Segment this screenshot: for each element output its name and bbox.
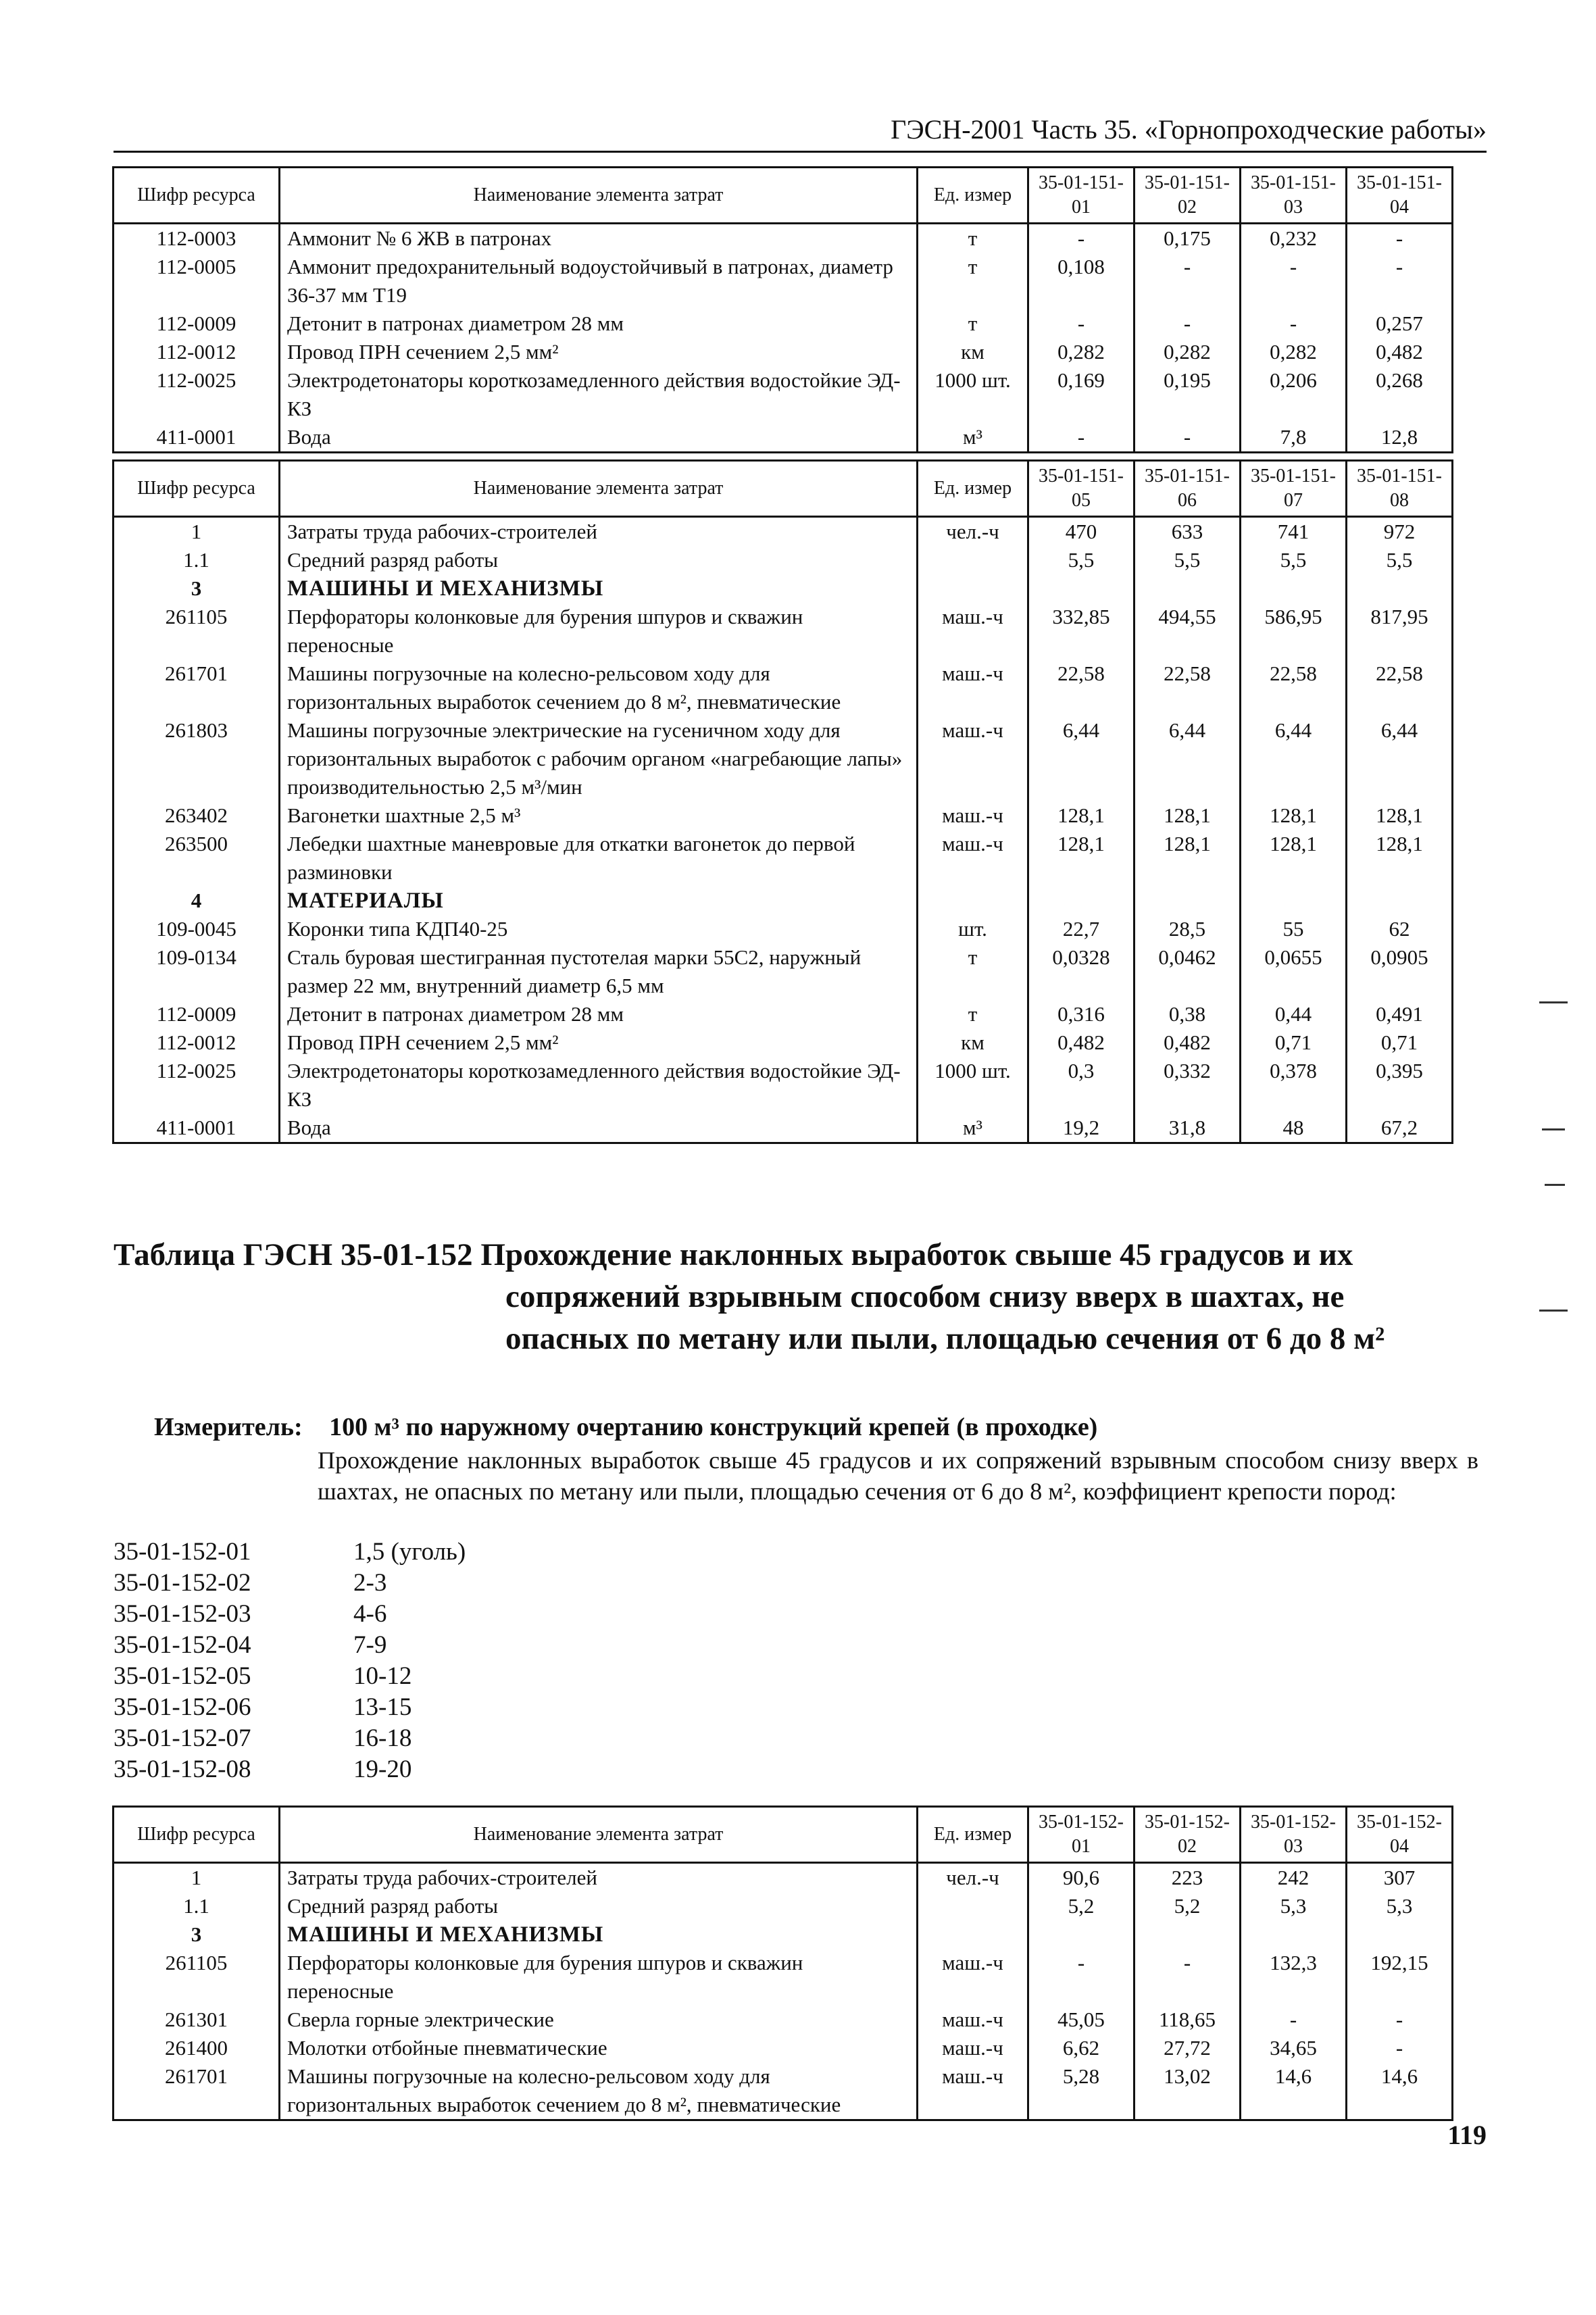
value-cell: 22,58 — [1347, 659, 1453, 716]
resource-code-cell: 263402 — [114, 801, 280, 830]
resource-code-cell: 1.1 — [114, 546, 280, 574]
cost-element-name-cell: Перфораторы колонковые для бурения шпуров и скважин переносные — [280, 1949, 918, 2006]
table-row — [114, 366, 1453, 423]
table-row — [114, 603, 1453, 659]
value-cell: 0,491 — [1347, 1000, 1453, 1028]
value-cell: 0,71 — [1347, 1028, 1453, 1057]
margin-mark — [1545, 1184, 1565, 1186]
cost-element-name-cell: Электродетонаторы короткозамедленного действия водостойкие ЭД-КЗ — [280, 366, 918, 423]
column-header: Ед. измер — [918, 1807, 1028, 1863]
value-cell — [1241, 574, 1347, 603]
cost-element-name-cell: Средний разряд работы — [280, 546, 918, 574]
table-row — [114, 309, 1453, 338]
value-cell: - — [1028, 1949, 1134, 2006]
value-cell: 0,316 — [1028, 1000, 1134, 1028]
table-row — [114, 1000, 1453, 1028]
column-header: 35-01-151-05 — [1028, 461, 1134, 517]
value-cell: 332,85 — [1028, 603, 1134, 659]
table-row — [114, 1057, 1453, 1114]
value-cell: 817,95 — [1347, 603, 1453, 659]
value-cell: - — [1028, 423, 1134, 453]
resource-code-cell: 261105 — [114, 1949, 280, 2006]
value-cell: 55 — [1241, 915, 1347, 943]
unit-cell — [918, 1920, 1028, 1949]
table-row — [114, 1892, 1453, 1920]
resource-code-cell: 109-0134 — [114, 943, 280, 1000]
variant-code: 35-01-152-03 — [114, 1600, 251, 1628]
value-cell: 6,44 — [1241, 716, 1347, 801]
value-cell: - — [1347, 224, 1453, 253]
value-cell — [1347, 574, 1453, 603]
unit-cell — [918, 887, 1028, 915]
value-cell: 128,1 — [1028, 830, 1134, 887]
table-row — [114, 915, 1453, 943]
cost-element-name-cell: Средний разряд работы — [280, 1892, 918, 1920]
cost-element-name-cell: Детонит в патронах диаметром 28 мм — [280, 1000, 918, 1028]
value-cell: 0,482 — [1028, 1028, 1134, 1057]
unit-cell: шт. — [918, 915, 1028, 943]
value-cell — [1028, 887, 1134, 915]
margin-mark — [1539, 1310, 1568, 1312]
variant-item — [114, 1537, 466, 1568]
table-header-row — [114, 168, 1453, 224]
table-title-line-3: опасных по метану или пыли, площадью сечения от 6 до 8 м² — [505, 1321, 1385, 1356]
value-cell: 0,175 — [1134, 224, 1241, 253]
cost-element-name-cell: Детонит в патронах диаметром 28 мм — [280, 309, 918, 338]
cost-element-name-cell: Сверла горные электрические — [280, 2006, 918, 2034]
unit-cell — [918, 1892, 1028, 1920]
margin-mark — [1539, 1001, 1568, 1003]
column-header: 35-01-151-08 — [1347, 461, 1453, 517]
column-header: 35-01-151-02 — [1134, 168, 1241, 224]
value-cell: - — [1347, 2006, 1453, 2034]
cost-element-name-cell: МАШИНЫ И МЕХАНИЗМЫ — [280, 574, 918, 603]
variant-value: 2-3 — [353, 1569, 387, 1597]
variant-code: 35-01-152-01 — [114, 1538, 251, 1566]
variant-code: 35-01-152-05 — [114, 1662, 251, 1690]
resource-code-cell: 112-0025 — [114, 1057, 280, 1114]
resource-code-cell: 3 — [114, 1920, 280, 1949]
resource-code-cell: 263500 — [114, 830, 280, 887]
value-cell: 128,1 — [1134, 830, 1241, 887]
table-row — [114, 546, 1453, 574]
unit-cell — [918, 546, 1028, 574]
column-header: Наименование элемента затрат — [280, 461, 918, 517]
cost-element-name-cell: Аммонит предохранительный водоустойчивый в патронах, диаметр 36-37 мм Т19 — [280, 253, 918, 309]
value-cell: - — [1134, 309, 1241, 338]
resource-code-cell: 112-0012 — [114, 1028, 280, 1057]
value-cell: 62 — [1347, 915, 1453, 943]
measure-value: 100 м³ по наружному очертанию конструкций крепей (в проходке) — [329, 1413, 1098, 1441]
table-row — [114, 2062, 1453, 2120]
unit-cell: 1000 шт. — [918, 366, 1028, 423]
value-cell: 132,3 — [1241, 1949, 1347, 2006]
value-cell: 5,5 — [1241, 546, 1347, 574]
cost-element-name-cell: Машины погрузочные на колесно-рельсовом ходу для горизонтальных выработок сечением до 8 м², пневматические — [280, 659, 918, 716]
value-cell: 0,169 — [1028, 366, 1134, 423]
column-header: 35-01-151-07 — [1241, 461, 1347, 517]
table-title-line-2: сопряжений взрывным способом снизу вверх в шахтах, не — [505, 1279, 1345, 1314]
column-header: 35-01-152-01 — [1028, 1807, 1134, 1863]
cost-element-name-cell: Вода — [280, 1114, 918, 1143]
unit-cell: т — [918, 224, 1028, 253]
value-cell: 0,482 — [1347, 338, 1453, 366]
table-row — [114, 801, 1453, 830]
value-cell: 31,8 — [1134, 1114, 1241, 1143]
value-cell: 6,62 — [1028, 2034, 1134, 2062]
table-row — [114, 1863, 1453, 1893]
unit-cell: км — [918, 1028, 1028, 1057]
table-row — [114, 1949, 1453, 2006]
value-cell: 0,482 — [1134, 1028, 1241, 1057]
unit-cell: чел.-ч — [918, 517, 1028, 547]
value-cell: 0,0328 — [1028, 943, 1134, 1000]
value-cell: - — [1134, 1949, 1241, 2006]
value-cell: 0,268 — [1347, 366, 1453, 423]
column-header: 35-01-151-06 — [1134, 461, 1241, 517]
unit-cell: маш.-ч — [918, 2034, 1028, 2062]
value-cell: - — [1241, 253, 1347, 309]
value-cell: 118,65 — [1134, 2006, 1241, 2034]
table-row — [114, 716, 1453, 801]
variant-code: 35-01-152-04 — [114, 1631, 251, 1659]
value-cell: - — [1134, 253, 1241, 309]
value-cell: 0,38 — [1134, 1000, 1241, 1028]
value-cell: - — [1241, 309, 1347, 338]
resource-code-cell: 261105 — [114, 603, 280, 659]
variant-value: 19-20 — [353, 1756, 412, 1783]
resource-code-cell: 3 — [114, 574, 280, 603]
resource-code-cell: 112-0009 — [114, 309, 280, 338]
resource-code-cell: 1 — [114, 1863, 280, 1893]
value-cell: 242 — [1241, 1863, 1347, 1893]
value-cell: 0,0655 — [1241, 943, 1347, 1000]
unit-cell: маш.-ч — [918, 830, 1028, 887]
value-cell: 0,378 — [1241, 1057, 1347, 1114]
value-cell — [1347, 1920, 1453, 1949]
value-cell: 48 — [1241, 1114, 1347, 1143]
value-cell: 0,282 — [1241, 338, 1347, 366]
value-cell: 0,332 — [1134, 1057, 1241, 1114]
value-cell — [1134, 574, 1241, 603]
cost-element-name-cell: Лебедки шахтные маневровые для откатки вагонеток до первой разминовки — [280, 830, 918, 887]
value-cell: - — [1347, 253, 1453, 309]
variant-item — [114, 1630, 466, 1661]
table-row — [114, 2034, 1453, 2062]
variant-value: 16-18 — [353, 1724, 412, 1752]
value-cell: 0,206 — [1241, 366, 1347, 423]
variant-value: 13-15 — [353, 1693, 412, 1721]
resource-table-2 — [112, 459, 1453, 1144]
value-cell: 5,5 — [1347, 546, 1453, 574]
value-cell: 0,282 — [1028, 338, 1134, 366]
value-cell: 128,1 — [1241, 801, 1347, 830]
table-header-row — [114, 461, 1453, 517]
value-cell: - — [1028, 224, 1134, 253]
resource-code-cell: 112-0012 — [114, 338, 280, 366]
value-cell: 67,2 — [1347, 1114, 1453, 1143]
variant-item — [114, 1692, 466, 1723]
table-row — [114, 1114, 1453, 1143]
value-cell: 633 — [1134, 517, 1241, 547]
cost-element-name-cell: Вагонетки шахтные 2,5 м³ — [280, 801, 918, 830]
value-cell: 223 — [1134, 1863, 1241, 1893]
value-cell: 0,0462 — [1134, 943, 1241, 1000]
unit-cell: маш.-ч — [918, 659, 1028, 716]
unit-cell: км — [918, 338, 1028, 366]
resource-code-cell: 1 — [114, 517, 280, 547]
resource-code-cell: 261803 — [114, 716, 280, 801]
value-cell: 5,2 — [1028, 1892, 1134, 1920]
variant-value: 1,5 (уголь) — [353, 1538, 466, 1566]
value-cell: - — [1241, 2006, 1347, 2034]
variant-code: 35-01-152-06 — [114, 1693, 251, 1721]
variant-value: 10-12 — [353, 1662, 412, 1690]
table-header-row — [114, 1807, 1453, 1863]
margin-mark — [1542, 1128, 1565, 1130]
value-cell: 128,1 — [1134, 801, 1241, 830]
cost-element-name-cell: МАТЕРИАЛЫ — [280, 887, 918, 915]
measure-label: Измеритель: — [154, 1413, 303, 1441]
cost-element-name-cell: Сталь буровая шестигранная пустотелая марки 55С2, наружный размер 22 мм, внутренний диаметр 6,5 мм — [280, 943, 918, 1000]
cost-element-name-cell: Машины погрузочные на колесно-рельсовом ходу для горизонтальных выработок сечением до 8 м², пневматические — [280, 2062, 918, 2120]
value-cell: 0,257 — [1347, 309, 1453, 338]
work-description: Прохождение наклонных выработок свыше 45 градусов и их сопряжений взрывным способом снизу вверх в шахтах, не опасных по метану или пыли, площадью сечения от 6 до 8 м², коэффициент крепости пород: — [318, 1447, 1478, 1505]
value-cell: 14,6 — [1347, 2062, 1453, 2120]
unit-cell: м³ — [918, 1114, 1028, 1143]
unit-cell: маш.-ч — [918, 2006, 1028, 2034]
variant-code: 35-01-152-08 — [114, 1756, 251, 1783]
value-cell: 128,1 — [1241, 830, 1347, 887]
value-cell — [1028, 1920, 1134, 1949]
resource-code-cell: 261701 — [114, 659, 280, 716]
column-header: Ед. измер — [918, 168, 1028, 224]
value-cell: 0,195 — [1134, 366, 1241, 423]
table-row — [114, 517, 1453, 547]
table-row — [114, 423, 1453, 453]
resource-code-cell: 112-0003 — [114, 224, 280, 253]
table-row — [114, 253, 1453, 309]
unit-cell: т — [918, 253, 1028, 309]
column-header: Шифр ресурса — [114, 461, 280, 517]
resource-code-cell: 112-0025 — [114, 366, 280, 423]
variant-item — [114, 1754, 466, 1785]
value-cell: 22,58 — [1134, 659, 1241, 716]
unit-cell: маш.-ч — [918, 1949, 1028, 2006]
variant-value: 7-9 — [353, 1631, 387, 1659]
table-title — [114, 1234, 1465, 1360]
variant-item — [114, 1661, 466, 1692]
value-cell: 128,1 — [1028, 801, 1134, 830]
value-cell — [1134, 887, 1241, 915]
column-header: Ед. измер — [918, 461, 1028, 517]
value-cell: 34,65 — [1241, 2034, 1347, 2062]
variant-code: 35-01-152-02 — [114, 1569, 251, 1597]
value-cell: 6,44 — [1028, 716, 1134, 801]
value-cell: 5,28 — [1028, 2062, 1134, 2120]
value-cell — [1241, 1920, 1347, 1949]
value-cell: 22,7 — [1028, 915, 1134, 943]
table-row — [114, 2006, 1453, 2034]
cost-element-name-cell: Коронки типа КДП40-25 — [280, 915, 918, 943]
table-row — [114, 943, 1453, 1000]
table-row — [114, 1028, 1453, 1057]
table-row — [114, 659, 1453, 716]
variant-value: 4-6 — [353, 1600, 387, 1628]
cost-element-name-cell: Перфораторы колонковые для бурения шпуров и скважин переносные — [280, 603, 918, 659]
variant-item — [114, 1723, 466, 1754]
resource-code-cell: 411-0001 — [114, 423, 280, 453]
cost-element-name-cell: Молотки отбойные пневматические — [280, 2034, 918, 2062]
unit-cell: т — [918, 1000, 1028, 1028]
column-header: 35-01-152-02 — [1134, 1807, 1241, 1863]
column-header: Наименование элемента затрат — [280, 1807, 918, 1863]
cost-element-name-cell: Провод ПРН сечением 2,5 мм² — [280, 1028, 918, 1057]
running-header: ГЭСН-2001 Часть 35. «Горнопроходческие работы» — [114, 114, 1487, 153]
value-cell: - — [1347, 2034, 1453, 2062]
table-row — [114, 224, 1453, 253]
value-cell: 0,282 — [1134, 338, 1241, 366]
unit-cell: маш.-ч — [918, 2062, 1028, 2120]
value-cell: 192,15 — [1347, 1949, 1453, 2006]
value-cell: 0,71 — [1241, 1028, 1347, 1057]
value-cell — [1028, 574, 1134, 603]
value-cell — [1241, 887, 1347, 915]
value-cell: 5,3 — [1347, 1892, 1453, 1920]
value-cell: 13,02 — [1134, 2062, 1241, 2120]
section-row — [114, 574, 1453, 603]
table-row — [114, 830, 1453, 887]
value-cell: 6,44 — [1347, 716, 1453, 801]
value-cell: 19,2 — [1028, 1114, 1134, 1143]
column-header: 35-01-151-03 — [1241, 168, 1347, 224]
unit-cell: маш.-ч — [918, 801, 1028, 830]
column-header: Шифр ресурса — [114, 1807, 280, 1863]
resource-code-cell: 411-0001 — [114, 1114, 280, 1143]
resource-code-cell: 112-0005 — [114, 253, 280, 309]
cost-element-name-cell: Затраты труда рабочих-строителей — [280, 517, 918, 547]
table-title-line-1: Таблица ГЭСН 35-01-152 Прохождение наклонных выработок свыше 45 градусов и их — [114, 1237, 1353, 1272]
value-cell: 128,1 — [1347, 830, 1453, 887]
value-cell: 5,5 — [1028, 546, 1134, 574]
value-cell: 470 — [1028, 517, 1134, 547]
value-cell: - — [1028, 309, 1134, 338]
section-row — [114, 1920, 1453, 1949]
resource-code-cell: 261400 — [114, 2034, 280, 2062]
cost-element-name-cell: Затраты труда рабочих-строителей — [280, 1863, 918, 1893]
value-cell: 0,0905 — [1347, 943, 1453, 1000]
unit-cell: т — [918, 309, 1028, 338]
value-cell: 14,6 — [1241, 2062, 1347, 2120]
unit-cell: чел.-ч — [918, 1863, 1028, 1893]
value-cell: 586,95 — [1241, 603, 1347, 659]
resource-table-1 — [112, 166, 1453, 453]
unit-cell: маш.-ч — [918, 716, 1028, 801]
unit-cell — [918, 574, 1028, 603]
unit-cell: 1000 шт. — [918, 1057, 1028, 1114]
value-cell — [1134, 1920, 1241, 1949]
value-cell: 6,44 — [1134, 716, 1241, 801]
value-cell: 307 — [1347, 1863, 1453, 1893]
value-cell: 494,55 — [1134, 603, 1241, 659]
unit-cell: т — [918, 943, 1028, 1000]
resource-code-cell: 261301 — [114, 2006, 280, 2034]
table-row — [114, 338, 1453, 366]
resource-code-cell: 1.1 — [114, 1892, 280, 1920]
value-cell: 45,05 — [1028, 2006, 1134, 2034]
value-cell: 128,1 — [1347, 801, 1453, 830]
value-cell: 5,5 — [1134, 546, 1241, 574]
value-cell: 741 — [1241, 517, 1347, 547]
measure-unit — [154, 1412, 1097, 1442]
page-number: 119 — [1447, 2120, 1487, 2150]
value-cell: 5,3 — [1241, 1892, 1347, 1920]
value-cell: 0,232 — [1241, 224, 1347, 253]
value-cell: 90,6 — [1028, 1863, 1134, 1893]
value-cell: 12,8 — [1347, 423, 1453, 453]
column-header: 35-01-152-04 — [1347, 1807, 1453, 1863]
section-row — [114, 887, 1453, 915]
unit-cell: маш.-ч — [918, 603, 1028, 659]
variant-list — [114, 1537, 466, 1785]
variant-item — [114, 1568, 466, 1599]
resource-code-cell: 4 — [114, 887, 280, 915]
column-header: 35-01-151-04 — [1347, 168, 1453, 224]
resource-table-3 — [112, 1806, 1453, 2121]
value-cell: 22,58 — [1241, 659, 1347, 716]
cost-element-name-cell: Электродетонаторы короткозамедленного действия водостойкие ЭД-КЗ — [280, 1057, 918, 1114]
value-cell: - — [1134, 423, 1241, 453]
unit-cell: м³ — [918, 423, 1028, 453]
cost-element-name-cell: МАШИНЫ И МЕХАНИЗМЫ — [280, 1920, 918, 1949]
cost-element-name-cell: Аммонит № 6 ЖВ в патронах — [280, 224, 918, 253]
value-cell — [1347, 887, 1453, 915]
column-header: 35-01-151-01 — [1028, 168, 1134, 224]
variant-item — [114, 1599, 466, 1630]
resource-code-cell: 109-0045 — [114, 915, 280, 943]
value-cell: 0,395 — [1347, 1057, 1453, 1114]
cost-element-name-cell: Вода — [280, 423, 918, 453]
resource-code-cell: 261701 — [114, 2062, 280, 2120]
value-cell: 972 — [1347, 517, 1453, 547]
value-cell: 5,2 — [1134, 1892, 1241, 1920]
cost-element-name-cell: Провод ПРН сечением 2,5 мм² — [280, 338, 918, 366]
resource-code-cell: 112-0009 — [114, 1000, 280, 1028]
value-cell: 0,3 — [1028, 1057, 1134, 1114]
column-header: Шифр ресурса — [114, 168, 280, 224]
value-cell: 0,44 — [1241, 1000, 1347, 1028]
column-header: Наименование элемента затрат — [280, 168, 918, 224]
value-cell: 22,58 — [1028, 659, 1134, 716]
cost-element-name-cell: Машины погрузочные электрические на гусеничном ходу для горизонтальных выработок с рабочим органом «нагребающие лапы» производительностью 2,5 м³/мин — [280, 716, 918, 801]
value-cell: 0,108 — [1028, 253, 1134, 309]
variant-code: 35-01-152-07 — [114, 1724, 251, 1752]
value-cell: 27,72 — [1134, 2034, 1241, 2062]
value-cell: 28,5 — [1134, 915, 1241, 943]
value-cell: 7,8 — [1241, 423, 1347, 453]
column-header: 35-01-152-03 — [1241, 1807, 1347, 1863]
